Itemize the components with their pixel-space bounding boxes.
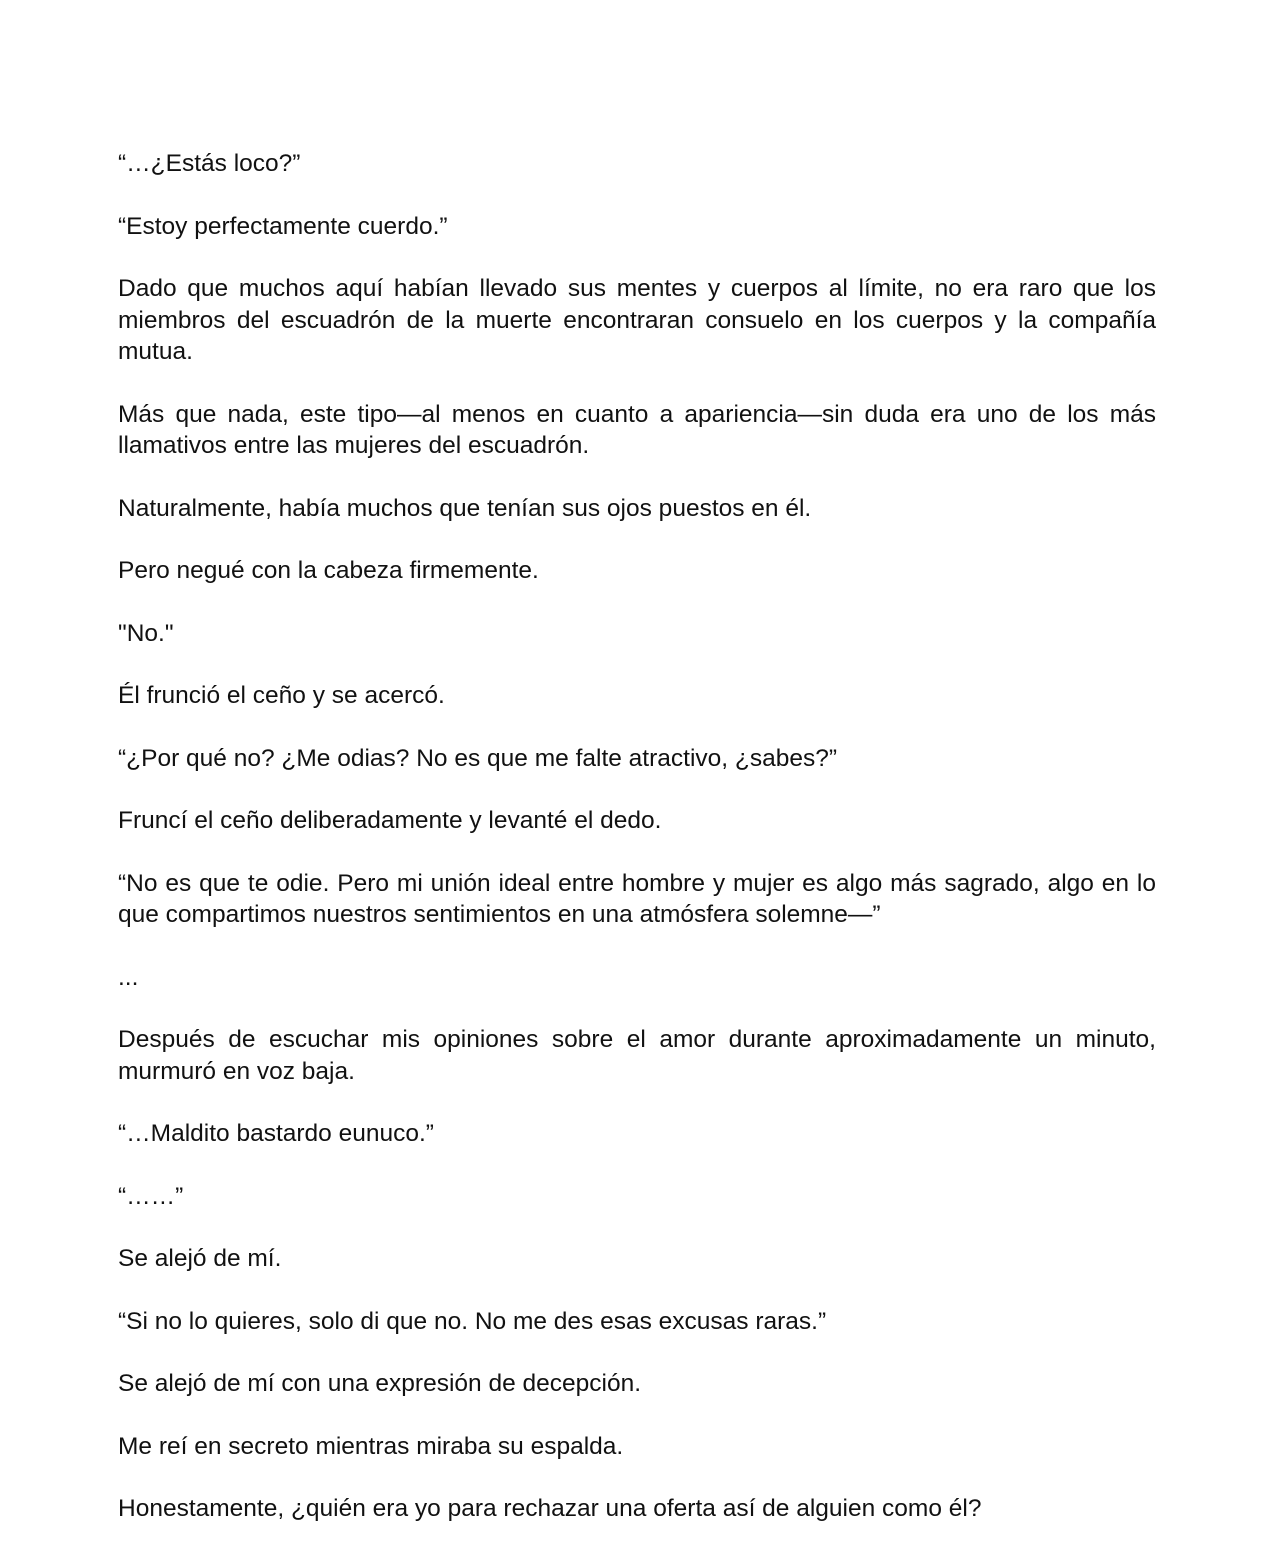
paragraph: Él frunció el ceño y se acercó. bbox=[118, 682, 445, 709]
paragraph: Se alejó de mí con una expresión de decepción. bbox=[118, 1370, 642, 1397]
paragraph: Me reí en secreto mientras miraba su espalda. bbox=[118, 1432, 624, 1460]
paragraph: "No." bbox=[118, 619, 174, 647]
paragraph: Naturalmente, había muchos que tenían sus ojos puestos en él. bbox=[118, 494, 812, 522]
paragraph: ... bbox=[118, 963, 139, 991]
paragraph: “…Maldito bastardo eunuco.” bbox=[118, 1120, 434, 1147]
paragraph: “……” bbox=[118, 1182, 184, 1210]
paragraph: Honestamente, ¿quién era yo para rechazar una oferta así de alguien como él? bbox=[118, 1495, 982, 1522]
paragraph: Pero negué con la cabeza firmemente. bbox=[118, 557, 539, 584]
paragraph: “No es que te odie. Pero mi unión ideal entre hombre y mujer es algo más sagrado, algo en lo que compartimos nuestros sentimientos en una atmósfera solemne—” bbox=[118, 869, 1156, 928]
paragraph: Fruncí el ceño deliberadamente y levanté el dedo. bbox=[118, 807, 662, 834]
paragraph: Dado que muchos aquí habían llevado sus mentes y cuerpos al límite, no era raro que los miembros del escuadrón de la muerte encontraran consuelo en los cuerpos y la compañía mutua. bbox=[118, 275, 1156, 365]
paragraph: “…¿Estás loco?” bbox=[118, 150, 301, 177]
paragraph: “Estoy perfectamente cuerdo.” bbox=[118, 212, 448, 240]
paragraph: Más que nada, este tipo—al menos en cuanto a apariencia—sin duda era uno de los más llamativos entre las mujeres del escuadrón. bbox=[118, 400, 1156, 459]
paragraph: Se alejó de mí. bbox=[118, 1245, 282, 1272]
paragraph: “Si no lo quieres, solo di que no. No me des esas excusas raras.” bbox=[118, 1307, 827, 1335]
paragraph: “¿Por qué no? ¿Me odias? No es que me falte atractivo, ¿sabes?” bbox=[118, 744, 838, 772]
paragraph: Después de escuchar mis opiniones sobre el amor durante aproximadamente un minuto, murmuró en voz baja. bbox=[118, 1026, 1156, 1085]
document-body bbox=[118, 148, 1156, 1556]
